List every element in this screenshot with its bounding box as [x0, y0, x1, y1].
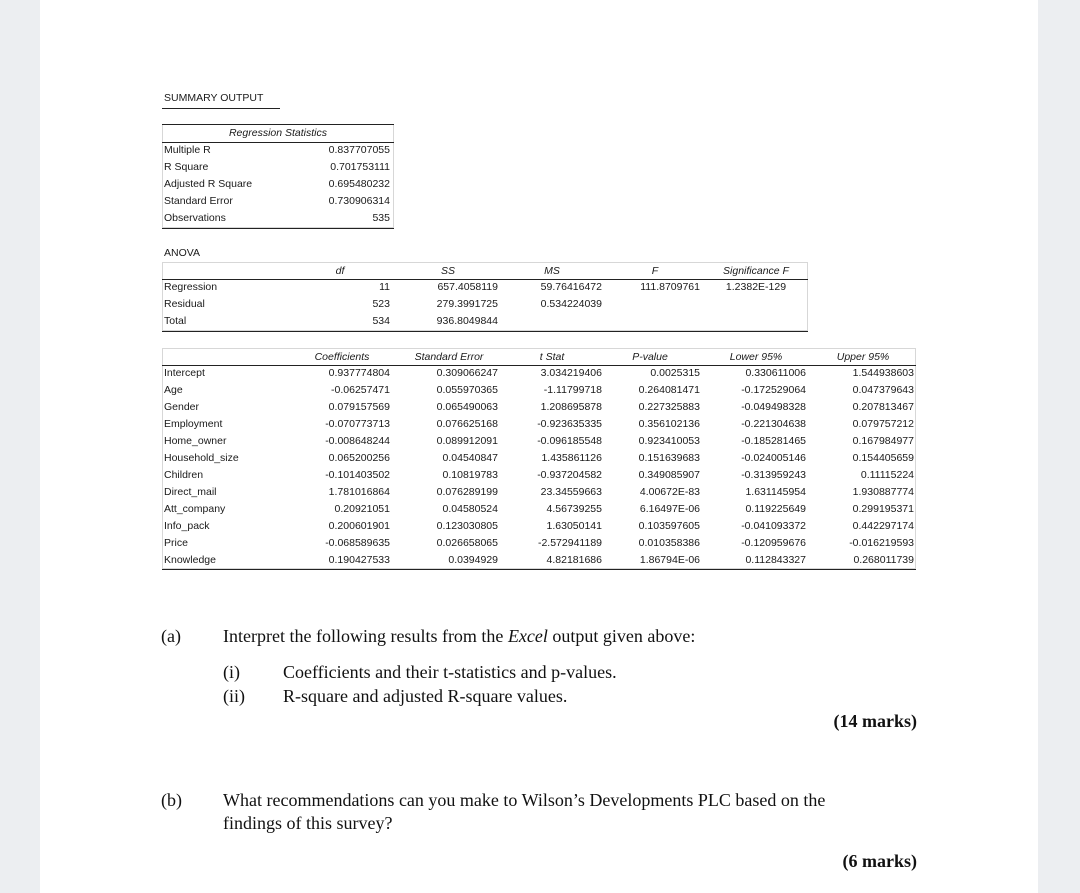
coef-coefficients-value: -0.101403502 — [325, 469, 390, 481]
question-a-text-emphasis: Excel — [507, 626, 548, 646]
anova-row-label: Regression — [164, 281, 218, 293]
coef-header-lower-95: Lower 95% — [729, 351, 783, 363]
coef-lower-95-value: 0.112843327 — [745, 554, 806, 566]
coef-lower-95-value: 0.119225649 — [745, 503, 806, 515]
regression-stat-value: 0.730906314 — [328, 195, 390, 207]
question-b-line-1: What recommendations can you make to Wilson’s Developments PLC based on the — [223, 790, 826, 810]
coef-upper-95-value: 0.047379643 — [852, 384, 914, 396]
question-a-item-ii-num: (ii) — [223, 686, 245, 706]
anova-header-ms: MS — [544, 265, 560, 277]
coef-coefficients-value: 1.781016864 — [328, 486, 390, 498]
excel-summary-output — [40, 0, 1038, 600]
coef-t-stat-value: 3.034219406 — [540, 367, 602, 379]
coef-header-upper-95: Upper 95% — [836, 351, 890, 363]
question-b-marks: (6 marks) — [842, 851, 917, 871]
coef-coefficients-value: -0.070773713 — [325, 418, 390, 430]
coef-coefficients-value: -0.06257471 — [331, 384, 390, 396]
coef-row-label: Household_size — [164, 452, 239, 464]
coef-p-value-value: 0.227325883 — [638, 401, 700, 413]
coef-coefficients-value: 0.190427533 — [328, 554, 390, 566]
coef-row-label: Employment — [164, 418, 223, 430]
divider — [162, 569, 916, 570]
divider — [162, 228, 394, 229]
regression-stat-label: Adjusted R Square — [164, 178, 253, 190]
coef-upper-95-value: 1.544938603 — [852, 367, 914, 379]
coef-lower-95-value: -0.185281465 — [741, 435, 806, 447]
coef-p-value-value: 4.00672E-83 — [639, 486, 700, 498]
anova-header-df: df — [335, 265, 345, 277]
coef-t-stat-value: 4.56739255 — [546, 503, 602, 515]
coef-p-value-value: 0.0025315 — [650, 367, 700, 379]
anova-sig-value: 1.2382E-129 — [725, 281, 787, 293]
divider — [162, 331, 808, 332]
anova-ss-value: 279.3991725 — [436, 298, 498, 310]
coef-coefficients-value: 0.20921051 — [334, 503, 390, 515]
coef-standard-error-value: 0.076289199 — [436, 486, 498, 498]
question-a-marks: (14 marks) — [833, 711, 917, 731]
coef-coefficients-value: -0.008648244 — [325, 435, 390, 447]
regression-stat-value: 0.701753111 — [330, 161, 390, 173]
coef-lower-95-value: -0.172529064 — [741, 384, 806, 396]
coef-row-label: Knowledge — [164, 554, 216, 566]
regression-stat-label: Standard Error — [164, 195, 233, 207]
regression-stat-value: 0.837707055 — [328, 144, 390, 156]
coef-standard-error-value: 0.089912091 — [436, 435, 498, 447]
anova-ss-value: 657.4058119 — [437, 281, 498, 293]
coef-row-label: Home_owner — [164, 435, 227, 447]
coef-header-t-stat: t Stat — [539, 351, 565, 363]
question-b-line-2: findings of this survey? — [223, 813, 393, 833]
question-a-text-post: output given above: — [547, 626, 696, 646]
coef-p-value-value: 0.103597605 — [638, 520, 700, 532]
coef-t-stat-value: -1.11799718 — [543, 384, 602, 396]
question-a-text-pre: Interpret the following results from the — [223, 626, 508, 646]
coef-upper-95-value: -0.016219593 — [849, 537, 914, 549]
coef-lower-95-value: -0.120959676 — [741, 537, 806, 549]
coef-t-stat-value: 23.34559663 — [540, 486, 602, 498]
regression-stats-header: Regression Statistics — [228, 127, 328, 139]
coef-row-label: Info_pack — [164, 520, 210, 532]
coef-row-label: Price — [164, 537, 188, 549]
coef-standard-error-value: 0.04540847 — [442, 452, 498, 464]
coef-row-label: Intercept — [164, 367, 205, 379]
coef-coefficients-value: -0.068589635 — [325, 537, 390, 549]
regression-stat-label: R Square — [164, 161, 209, 173]
question-b-label: (b) — [161, 790, 182, 810]
coef-lower-95-value: -0.313959243 — [741, 469, 806, 481]
regression-stat-value: 535 — [372, 212, 390, 224]
coef-header-coefficients: Coefficients — [314, 351, 370, 363]
anova-ms-value: 59.76416472 — [540, 281, 602, 293]
coef-p-value-value: 0.349085907 — [638, 469, 700, 481]
question-a-item-i-text: Coefficients and their t-statistics and p-values. — [283, 662, 617, 682]
coef-row-label: Direct_mail — [164, 486, 217, 498]
coef-upper-95-value: 0.299195371 — [852, 503, 914, 515]
question-a-text — [223, 626, 695, 647]
anova-title: ANOVA — [164, 247, 200, 259]
anova-df-value: 523 — [372, 298, 390, 310]
coef-p-value-value: 6.16497E-06 — [639, 503, 700, 515]
anova-header-ss: SS — [440, 265, 455, 277]
coef-lower-95-value: -0.049498328 — [741, 401, 806, 413]
coef-standard-error-value: 0.10819783 — [442, 469, 498, 481]
coef-upper-95-value: 1.930887774 — [852, 486, 914, 498]
coef-row-label: Gender — [164, 401, 200, 413]
coef-standard-error-value: 0.026658065 — [436, 537, 498, 549]
coef-p-value-value: 0.010358386 — [638, 537, 700, 549]
coef-upper-95-value: 0.167984977 — [852, 435, 914, 447]
anova-header-sig: Significance F — [723, 265, 789, 277]
coef-upper-95-value: 0.11115224 — [860, 469, 914, 481]
coef-t-stat-value: -0.923635335 — [537, 418, 602, 430]
coef-coefficients-value: 0.079157569 — [328, 401, 390, 413]
regression-stat-label: Observations — [164, 212, 226, 224]
coef-row-label: Att_company — [164, 503, 226, 515]
coef-p-value-value: 0.356102136 — [638, 418, 700, 430]
regression-stat-label: Multiple R — [164, 144, 211, 156]
coef-standard-error-value: 0.055970365 — [436, 384, 498, 396]
coef-lower-95-value: 0.330611006 — [745, 367, 806, 379]
anova-header-f: F — [651, 265, 659, 277]
coef-coefficients-value: 0.065200256 — [328, 452, 390, 464]
anova-row-label: Total — [164, 315, 187, 327]
coef-row-label: Children — [164, 469, 204, 481]
coef-t-stat-value: 1.435861126 — [541, 452, 602, 464]
question-a-item-ii-text: R-square and adjusted R-square values. — [283, 686, 568, 706]
anova-ss-value: 936.8049844 — [436, 315, 498, 327]
coef-p-value-value: 0.923410053 — [638, 435, 700, 447]
anova-df-value: 11 — [379, 281, 390, 293]
coef-standard-error-value: 0.0394929 — [448, 554, 498, 566]
coef-standard-error-value: 0.309066247 — [436, 367, 498, 379]
coef-lower-95-value: -0.221304638 — [741, 418, 806, 430]
document-page — [40, 0, 1038, 893]
anova-row-label: Residual — [164, 298, 205, 310]
coef-header-standard-error: Standard Error — [414, 351, 484, 363]
anova-df-value: 534 — [372, 315, 390, 327]
coef-standard-error-value: 0.04580524 — [442, 503, 498, 515]
coef-t-stat-value: -0.937204582 — [537, 469, 602, 481]
coef-standard-error-value: 0.065490063 — [436, 401, 498, 413]
question-a-item-i-num: (i) — [223, 662, 240, 682]
anova-f-value: 111.8709761 — [640, 281, 700, 293]
coef-p-value-value: 0.151639683 — [638, 452, 700, 464]
coef-coefficients-value: 0.200601901 — [328, 520, 390, 532]
coef-lower-95-value: -0.041093372 — [741, 520, 806, 532]
coef-lower-95-value: 1.631145954 — [745, 486, 806, 498]
regression-stat-value: 0.695480232 — [328, 178, 390, 190]
coef-upper-95-value: 0.442297174 — [852, 520, 914, 532]
coef-upper-95-value: 0.154405659 — [852, 452, 914, 464]
coef-lower-95-value: -0.024005146 — [741, 452, 806, 464]
summary-title: SUMMARY OUTPUT — [164, 92, 264, 104]
coef-t-stat-value: -0.096185548 — [537, 435, 602, 447]
coef-p-value-value: 0.264081471 — [638, 384, 700, 396]
coef-upper-95-value: 0.079757212 — [852, 418, 914, 430]
question-a-label: (a) — [161, 626, 181, 646]
coef-header-p-value: P-value — [632, 351, 668, 363]
coef-coefficients-value: 0.937774804 — [328, 367, 390, 379]
coef-row-label: Age — [164, 384, 183, 396]
coef-upper-95-value: 0.268011739 — [853, 554, 914, 566]
coef-standard-error-value: 0.076625168 — [436, 418, 498, 430]
coef-standard-error-value: 0.123030805 — [436, 520, 498, 532]
coef-t-stat-value: 1.63050141 — [546, 520, 602, 532]
coef-t-stat-value: 1.208695878 — [540, 401, 602, 413]
coef-p-value-value: 1.86794E-06 — [639, 554, 700, 566]
coef-upper-95-value: 0.207813467 — [852, 401, 914, 413]
coef-t-stat-value: 4.82181686 — [546, 554, 602, 566]
anova-ms-value: 0.534224039 — [540, 298, 602, 310]
coef-t-stat-value: -2.572941189 — [537, 537, 602, 549]
divider — [162, 108, 280, 109]
